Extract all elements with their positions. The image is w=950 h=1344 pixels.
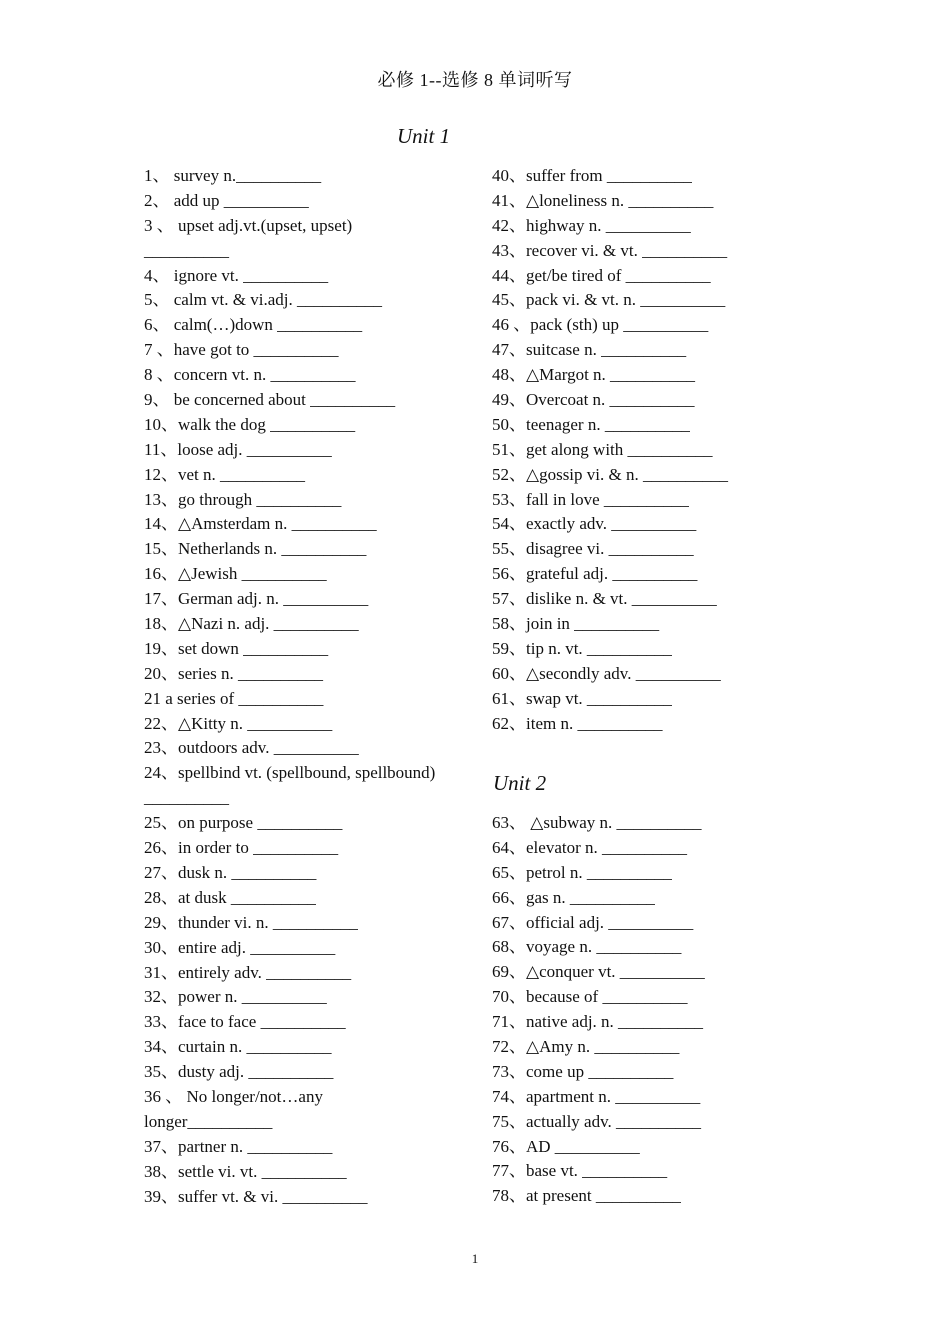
vocab-item: 72、△Amy n. __________ bbox=[492, 1037, 680, 1057]
vocab-item: 29、thunder vi. n. __________ bbox=[144, 912, 358, 932]
vocab-item: 75、actually adv. __________ bbox=[492, 1111, 701, 1131]
vocab-item: 19、set down __________ bbox=[144, 638, 329, 658]
vocab-item: 14、△Amsterdam n. __________ bbox=[144, 514, 377, 534]
vocab-item: 20、series n. __________ bbox=[144, 663, 323, 683]
vocab-item: 66、gas n. __________ bbox=[492, 887, 655, 907]
vocab-item: 44、get/be tired of __________ bbox=[492, 265, 711, 285]
vocab-item: 45、pack vi. & vt. n. __________ bbox=[492, 290, 726, 310]
vocab-item: 48、△Margot n. __________ bbox=[492, 365, 696, 385]
right-column-unit-2 bbox=[492, 811, 812, 1209]
vocab-item: 57、dislike n. & vt. __________ bbox=[492, 589, 717, 609]
vocab-item: 65、petrol n. __________ bbox=[492, 862, 672, 882]
vocab-item: 9、 be concerned about __________ bbox=[144, 390, 396, 410]
vocab-item: 70、because of __________ bbox=[492, 987, 688, 1007]
vocab-item: 50、teenager n. __________ bbox=[492, 414, 690, 434]
vocab-item: 28、at dusk __________ bbox=[144, 887, 316, 907]
vocab-item: 18、△Nazi n. adj. __________ bbox=[144, 614, 359, 634]
vocab-item: 37、partner n. __________ bbox=[144, 1136, 333, 1156]
vocab-item: __________ bbox=[144, 788, 229, 808]
vocab-item: 38、settle vi. vt. __________ bbox=[144, 1161, 347, 1181]
vocab-item: 51、get along with __________ bbox=[492, 439, 713, 459]
vocab-item: 76、AD __________ bbox=[492, 1136, 640, 1156]
vocab-item: 56、grateful adj. __________ bbox=[492, 564, 698, 584]
vocab-item: 59、tip n. vt. __________ bbox=[492, 638, 672, 658]
vocab-item: 22、△Kitty n. __________ bbox=[144, 713, 333, 733]
vocab-item: 27、dusk n. __________ bbox=[144, 862, 317, 882]
vocab-item: 3 、 upset adj.vt.(upset, upset) bbox=[144, 215, 353, 235]
page-number: 1 bbox=[471, 1251, 479, 1266]
vocab-item: 63、 △subway n. __________ bbox=[492, 813, 702, 832]
vocab-item: 54、exactly adv. __________ bbox=[492, 514, 697, 534]
vocab-item: 55、disagree vi. __________ bbox=[492, 539, 694, 559]
vocab-item: 46 、pack (sth) up __________ bbox=[492, 315, 709, 335]
vocab-item: 23、outdoors adv. __________ bbox=[144, 738, 359, 758]
vocab-item: 11、loose adj. __________ bbox=[144, 439, 332, 459]
vocab-item: 74、apartment n. __________ bbox=[492, 1086, 701, 1106]
vocab-item: 77、base vt. __________ bbox=[492, 1161, 668, 1181]
right-column-unit-1 bbox=[492, 164, 812, 736]
vocab-item: 78、at present __________ bbox=[492, 1186, 681, 1206]
vocab-item: 26、in order to __________ bbox=[144, 838, 339, 858]
vocab-item: 52、△gossip vi. & n. __________ bbox=[492, 464, 728, 484]
vocab-item: 31、entirely adv. __________ bbox=[144, 962, 352, 982]
vocab-item: 7 、have got to __________ bbox=[144, 340, 339, 360]
vocab-item: 67、official adj. __________ bbox=[492, 912, 694, 932]
vocab-item: 53、fall in love __________ bbox=[492, 489, 689, 509]
unit-2-heading: Unit 2 bbox=[493, 771, 547, 795]
vocab-item: 60、△secondly adv. __________ bbox=[492, 663, 721, 683]
vocab-item: 30、entire adj. __________ bbox=[144, 937, 336, 957]
vocab-item: 1、 survey n.__________ bbox=[144, 166, 322, 185]
vocab-item: 13、go through __________ bbox=[144, 489, 342, 509]
vocab-item: longer__________ bbox=[144, 1111, 273, 1131]
vocab-item: 73、come up __________ bbox=[492, 1061, 674, 1081]
vocab-item: 61、swap vt. __________ bbox=[492, 688, 672, 708]
vocab-item: 21 a series of __________ bbox=[144, 688, 324, 708]
vocab-item: 34、curtain n. __________ bbox=[144, 1037, 332, 1057]
vocab-item: 64、elevator n. __________ bbox=[492, 837, 687, 857]
vocab-item: 71、native adj. n. __________ bbox=[492, 1012, 704, 1032]
vocab-item: 16、△Jewish __________ bbox=[144, 564, 327, 584]
vocab-item: 35、dusty adj. __________ bbox=[144, 1062, 334, 1082]
vocab-item: 24、spellbind vt. (spellbound, spellbound) bbox=[144, 763, 436, 783]
vocab-item: 2、 add up __________ bbox=[144, 190, 309, 210]
vocab-item: 39、suffer vt. & vi. __________ bbox=[144, 1186, 368, 1206]
vocab-item: 33、face to face __________ bbox=[144, 1012, 346, 1032]
vocab-item: 5、 calm vt. & vi.adj. __________ bbox=[144, 290, 382, 310]
vocab-item: 68、voyage n. __________ bbox=[492, 937, 682, 957]
vocab-item: 47、suitcase n. __________ bbox=[492, 340, 687, 360]
left-column bbox=[144, 164, 464, 1209]
vocab-item: __________ bbox=[144, 240, 229, 260]
vocab-item: 42、highway n. __________ bbox=[492, 215, 691, 235]
vocab-item: 32、power n. __________ bbox=[144, 987, 327, 1007]
vocab-item: 10、walk the dog __________ bbox=[144, 414, 356, 434]
vocab-item: 8 、concern vt. n. __________ bbox=[144, 365, 356, 385]
unit-1-heading: Unit 1 bbox=[397, 124, 451, 148]
vocab-item: 58、join in __________ bbox=[492, 614, 660, 634]
vocab-item: 17、German adj. n. __________ bbox=[144, 589, 369, 609]
page-title: 必修 1--选修 8 单词听写 bbox=[377, 70, 573, 90]
vocab-item: 40、suffer from __________ bbox=[492, 166, 692, 185]
vocab-item: 15、Netherlands n. __________ bbox=[144, 539, 367, 559]
vocab-item: 41、△loneliness n. __________ bbox=[492, 190, 714, 210]
vocab-item: 6、 calm(…)down __________ bbox=[144, 315, 363, 335]
vocab-item: 62、item n. __________ bbox=[492, 713, 663, 733]
vocab-item: 25、on purpose __________ bbox=[144, 813, 343, 833]
vocab-item: 43、recover vi. & vt. __________ bbox=[492, 240, 728, 260]
vocab-item: 49、Overcoat n. __________ bbox=[492, 390, 695, 410]
vocab-item: 36 、 No longer/not…any bbox=[144, 1086, 323, 1106]
vocab-item: 12、vet n. __________ bbox=[144, 464, 306, 484]
vocab-item: 69、△conquer vt. __________ bbox=[492, 962, 705, 982]
vocab-item: 4、 ignore vt. __________ bbox=[144, 265, 329, 285]
